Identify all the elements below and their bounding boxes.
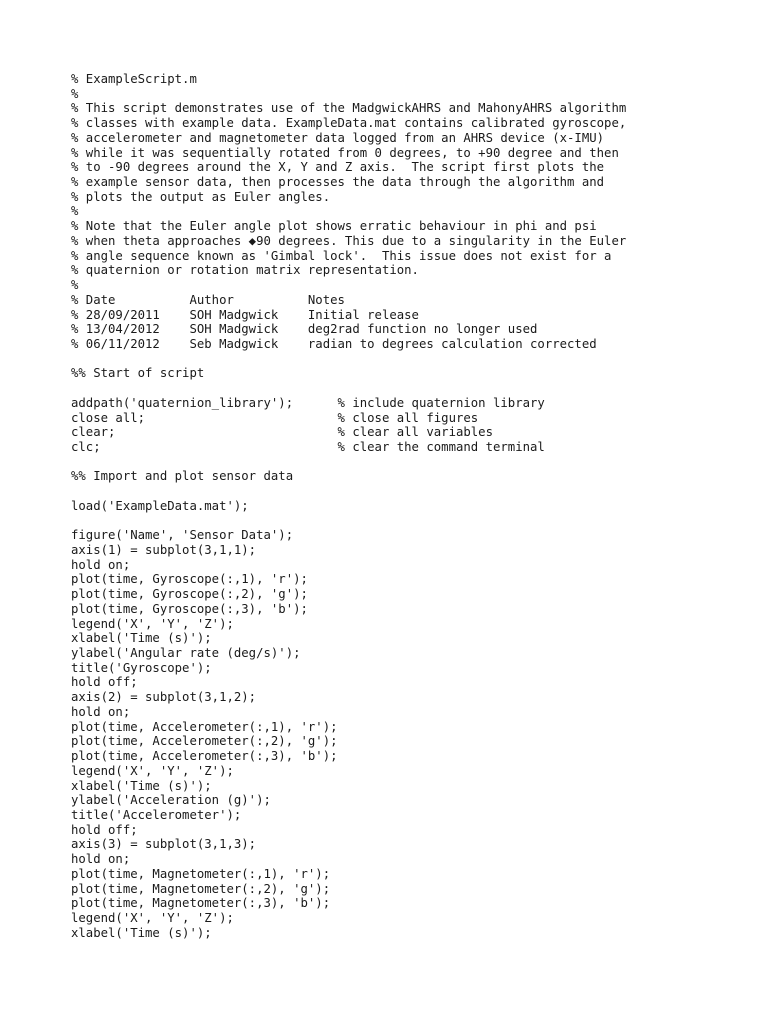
code-line: % when theta approaches ◆90 degrees. This due to a singularity in the Euler (71, 233, 627, 248)
code-line: % (71, 86, 79, 101)
code-line: title('Accelerometer'); (71, 807, 242, 822)
code-line: close all; % close all figures (71, 410, 479, 425)
code-line: legend('X', 'Y', 'Z'); (71, 763, 234, 778)
code-line: plot(time, Accelerometer(:,1), 'r'); (71, 719, 338, 734)
code-line: title('Gyroscope'); (71, 660, 212, 675)
code-line: clear; % clear all variables (71, 425, 493, 440)
code-line: legend('X', 'Y', 'Z'); (71, 910, 234, 925)
code-line: % classes with example data. ExampleData.mat contains calibrated gyroscope, (71, 116, 627, 131)
code-line: % Note that the Euler angle plot shows erratic behaviour in phi and psi (71, 219, 597, 234)
code-line: axis(1) = subplot(3,1,1); (71, 543, 257, 557)
code-line: plot(time, Gyroscope(:,1), 'r'); (71, 572, 308, 587)
code-line: ylabel('Angular rate (deg/s)'); (71, 646, 301, 661)
code-line: % Date Author Notes (71, 292, 345, 307)
code-line: % (71, 278, 79, 293)
code-line: plot(time, Gyroscope(:,2), 'g'); (71, 587, 308, 602)
code-line: plot(time, Accelerometer(:,2), 'g'); (71, 734, 338, 749)
code-line: plot(time, Accelerometer(:,3), 'b'); (71, 749, 338, 764)
code-line (71, 352, 626, 367)
code-line: hold on; (71, 704, 131, 719)
code-line: plot(time, Magnetometer(:,2), 'g'); (71, 881, 331, 896)
code-line: % 28/09/2011 SOH Madgwick Initial release (71, 307, 419, 322)
code-line: plot(time, Gyroscope(:,3), 'b'); (71, 601, 308, 616)
code-line: %% Import and plot sensor data (71, 469, 294, 484)
code-line (71, 484, 626, 499)
code-line: hold off; (71, 822, 138, 837)
code-line (71, 381, 626, 396)
code-listing (71, 72, 626, 940)
code-line: % quaternion or rotation matrix representation. (71, 263, 419, 278)
code-line (71, 514, 626, 529)
code-line: % 13/04/2012 SOH Madgwick deg2rad function no longer used (71, 322, 538, 337)
code-line: hold on; (71, 557, 131, 572)
code-line: % 06/11/2012 Seb Madgwick radian to degrees calculation corrected (71, 336, 597, 351)
code-line: %% Start of script (71, 366, 205, 381)
code-line: ylabel('Acceleration (g)'); (71, 793, 271, 808)
code-line: % while it was sequentially rotated from 0 degrees, to +90 degree and then (71, 145, 619, 160)
code-line: % angle sequence known as 'Gimbal lock'. This issue does not exist for a (71, 248, 612, 263)
code-line: plot(time, Magnetometer(:,1), 'r'); (71, 866, 331, 881)
code-line: % example sensor data, then processes the data through the algorithm and (71, 175, 605, 190)
code-line: % (71, 204, 79, 219)
code-line: % ExampleScript.m (71, 72, 197, 86)
code-line: % to -90 degrees around the X, Y and Z axis. The script first plots the (71, 160, 605, 175)
code-line: % This script demonstrates use of the MadgwickAHRS and MahonyAHRS algorithm (71, 101, 627, 116)
code-line: hold off; (71, 675, 138, 690)
code-line: xlabel('Time (s)'); (71, 925, 212, 940)
code-line: legend('X', 'Y', 'Z'); (71, 616, 234, 631)
code-line: xlabel('Time (s)'); (71, 778, 212, 793)
code-line: axis(3) = subplot(3,1,3); (71, 837, 257, 852)
code-line: axis(2) = subplot(3,1,2); (71, 690, 257, 705)
code-line: % accelerometer and magnetometer data logged from an AHRS device (x-IMU) (71, 130, 605, 145)
code-line: load('ExampleData.mat'); (71, 498, 249, 513)
code-line: clc; % clear the command terminal (71, 439, 545, 454)
code-line: % plots the output as Euler angles. (71, 189, 331, 204)
code-line: xlabel('Time (s)'); (71, 631, 212, 646)
code-line (71, 455, 626, 470)
code-line: plot(time, Magnetometer(:,3), 'b'); (71, 896, 331, 911)
code-line: hold on; (71, 852, 131, 867)
code-line: addpath('quaternion_library'); % include quaternion library (71, 395, 545, 410)
code-line: figure('Name', 'Sensor Data'); (71, 528, 294, 543)
